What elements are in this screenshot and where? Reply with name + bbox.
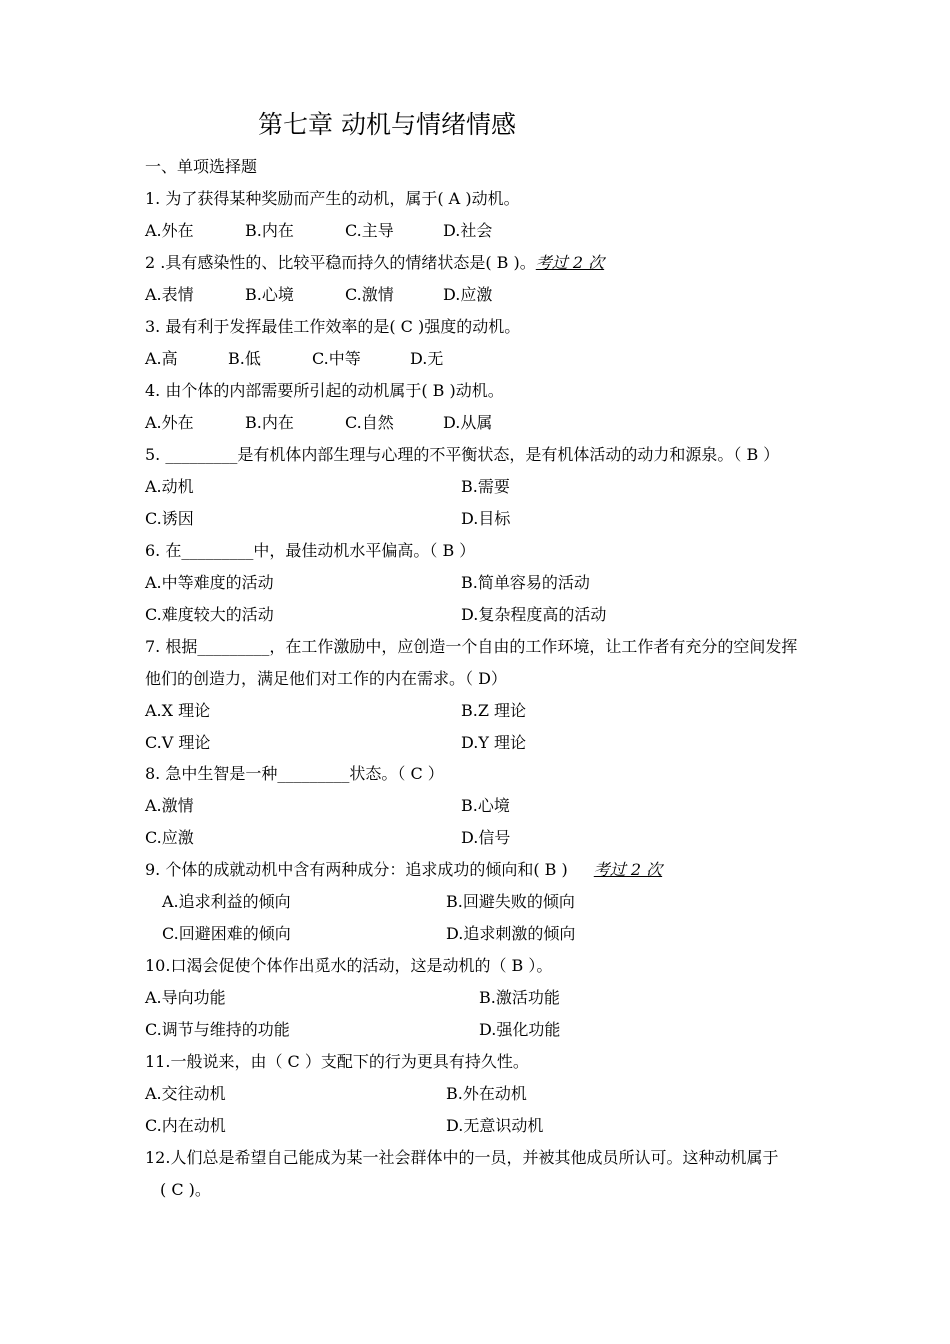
q11-option-a: A.交往动机 xyxy=(145,1084,226,1103)
question-1: 1. 为了获得某种奖励而产生的动机，属于( A )动机。 xyxy=(145,189,520,208)
q1-option-d: D.社会 xyxy=(443,221,493,240)
exam-frequency-note: 考过 2 次 xyxy=(535,253,605,272)
q7-option-c: C.V 理论 xyxy=(145,733,211,752)
q3-option-b: B.低 xyxy=(228,349,261,368)
q2-option-b: B.心境 xyxy=(245,285,294,304)
question-9 xyxy=(145,859,662,881)
question-9-text: 9. 个体的成就动机中含有两种成分：追求成功的倾向和( B ) xyxy=(145,860,568,879)
q4-option-c: C.自然 xyxy=(345,413,394,432)
question-7: 7. 根据_________，在工作激励中，应创造一个自由的工作环境，让工作者有充分的空间发挥他们的创造力，满足他们对工作的内在需求。（ D） xyxy=(145,637,798,688)
q7-option-b: B.Z 理论 xyxy=(461,701,527,720)
q9-option-d: D.追求刺激的倾向 xyxy=(446,924,576,943)
question-12-continuation: ( C )。 xyxy=(160,1180,211,1199)
q8-option-c: C.应激 xyxy=(145,828,194,847)
question-12: 12.人们总是希望自己能成为某一社会群体中的一员，并被其他成员所认可。这种动机属于 xyxy=(145,1148,779,1167)
question-4: 4. 由个体的内部需要所引起的动机属于( B )动机。 xyxy=(145,381,504,400)
q8-option-a: A.激情 xyxy=(145,796,194,815)
q5-option-d: D.目标 xyxy=(461,509,511,528)
q9-option-c: C.回避困难的倾向 xyxy=(162,924,291,943)
q1-option-a: A.外在 xyxy=(145,221,194,240)
q1-option-b: B.内在 xyxy=(245,221,294,240)
q6-option-d: D.复杂程度高的活动 xyxy=(461,605,607,624)
q9-option-a: A.追求利益的倾向 xyxy=(162,892,291,911)
q2-option-d: D.应激 xyxy=(443,285,493,304)
q11-option-b: B.外在动机 xyxy=(446,1084,527,1103)
q2-option-a: A.表情 xyxy=(145,285,194,304)
q9-option-b: B.回避失败的倾向 xyxy=(446,892,575,911)
q4-option-a: A.外在 xyxy=(145,413,194,432)
question-10: 10.口渴会促使个体作出觅水的活动，这是动机的（ B ）。 xyxy=(145,956,553,975)
q4-option-d: D.从属 xyxy=(443,413,493,432)
question-3: 3. 最有利于发挥最佳工作效率的是( C )强度的动机。 xyxy=(145,317,521,336)
q10-option-c: C.调节与维持的功能 xyxy=(145,1020,290,1039)
q5-option-a: A.动机 xyxy=(145,477,194,496)
exam-frequency-note-2: 考过 2 次 xyxy=(593,860,663,879)
section-heading: 一、单项选择题 xyxy=(145,157,258,176)
q5-option-c: C.诱因 xyxy=(145,509,194,528)
q10-option-a: A.导向功能 xyxy=(145,988,226,1007)
q7-option-d: D.Y 理论 xyxy=(461,733,526,752)
q10-option-b: B.激活功能 xyxy=(479,988,560,1007)
q2-option-c: C.激情 xyxy=(345,285,394,304)
q3-option-d: D.无 xyxy=(410,349,444,368)
q8-option-b: B.心境 xyxy=(461,796,510,815)
q6-option-b: B.简单容易的活动 xyxy=(461,573,590,592)
question-2-text: 2 .具有感染性的、比较平稳而持久的情绪状态是( B )。 xyxy=(145,253,536,272)
q4-option-b: B.内在 xyxy=(245,413,294,432)
q11-option-c: C.内在动机 xyxy=(145,1116,226,1135)
question-2 xyxy=(145,252,604,274)
q5-option-b: B.需要 xyxy=(461,477,510,496)
question-6: 6. 在_________中，最佳动机水平偏高。（ B ） xyxy=(145,541,476,560)
chapter-title: 第七章 动机与情绪情感 xyxy=(258,110,516,139)
q8-option-d: D.信号 xyxy=(461,828,511,847)
q11-option-d: D.无意识动机 xyxy=(446,1116,544,1135)
q10-option-d: D.强化功能 xyxy=(479,1020,561,1039)
question-5: 5. _________是有机体内部生理与心理的不平衡状态，是有机体活动的动力和源泉。（ B ） xyxy=(145,445,780,464)
q3-option-c: C.中等 xyxy=(312,349,361,368)
q3-option-a: A.高 xyxy=(145,349,178,368)
q6-option-a: A.中等难度的活动 xyxy=(145,573,274,592)
question-11: 11.一般说来，由（ C ）支配下的行为更具有持久性。 xyxy=(145,1052,529,1071)
q7-option-a: A.X 理论 xyxy=(145,701,211,720)
q6-option-c: C.难度较大的活动 xyxy=(145,605,274,624)
q1-option-c: C.主导 xyxy=(345,221,394,240)
question-8: 8. 急中生智是一种_________状态。（ C ） xyxy=(145,764,444,783)
